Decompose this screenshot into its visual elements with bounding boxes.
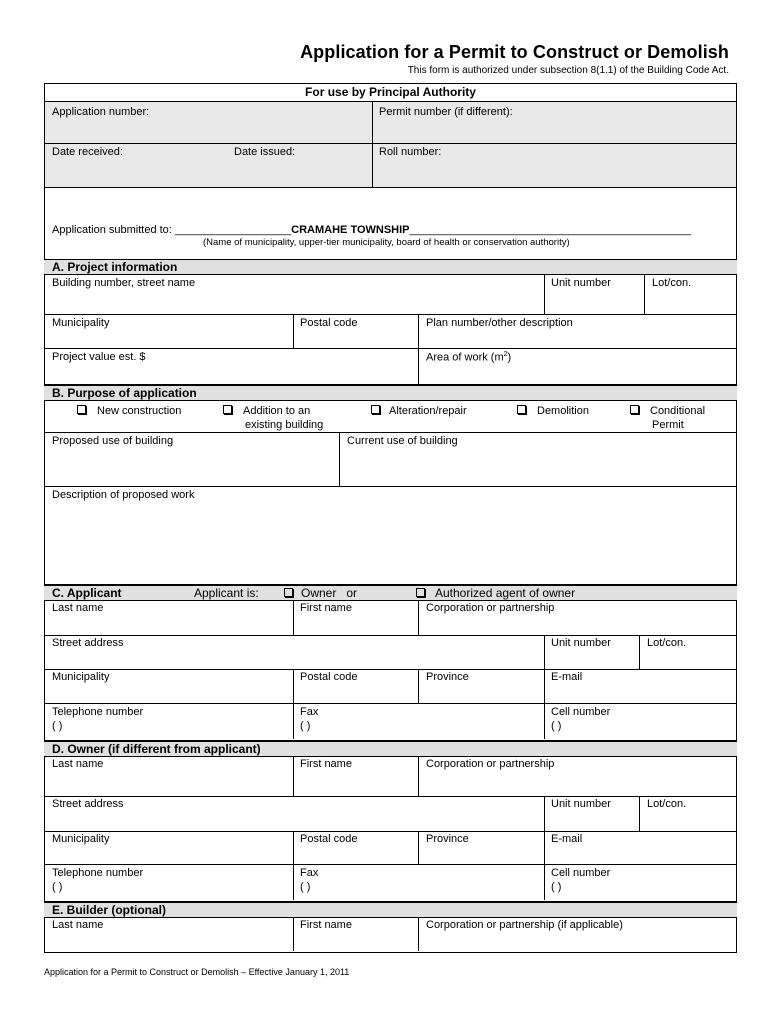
checkbox-icon[interactable] bbox=[77, 405, 86, 414]
c-last-name-label[interactable]: Last name bbox=[52, 602, 104, 614]
d-province-label[interactable]: Province bbox=[426, 833, 469, 845]
c-postal-code-label[interactable]: Postal code bbox=[300, 671, 358, 683]
d-first-name-label[interactable]: First name bbox=[300, 758, 352, 770]
e-corporation-label[interactable]: Corporation or partnership (if applicable) bbox=[426, 919, 623, 931]
section-e-header bbox=[44, 902, 737, 918]
project-value-label[interactable]: Project value est. $ bbox=[52, 351, 146, 363]
c-fax-label[interactable]: Fax ( ) bbox=[300, 706, 319, 732]
authority-heading: For use by Principal Authority bbox=[305, 85, 476, 99]
submitted-to-blank-before[interactable]: ___________________ bbox=[174, 224, 292, 236]
permit-number-label: Permit number (if different): bbox=[379, 106, 513, 118]
d-last-name-label[interactable]: Last name bbox=[52, 758, 104, 770]
option-new-construction[interactable]: New construction bbox=[77, 404, 181, 418]
section-c-title: C. Applicant bbox=[52, 586, 122, 600]
section-b-body bbox=[44, 400, 737, 585]
checkbox-icon[interactable] bbox=[517, 405, 526, 414]
d-municipality-label[interactable]: Municipality bbox=[52, 833, 110, 845]
c-province-label[interactable]: Province bbox=[426, 671, 469, 683]
section-e-body bbox=[44, 917, 737, 953]
c-lot-con-label[interactable]: Lot/con. bbox=[647, 637, 687, 649]
submitted-to-blank-after[interactable]: ______________________________________________ bbox=[409, 224, 691, 236]
form-subtitle: This form is authorized under subsection 8(1.1) of the Building Code Act. bbox=[407, 65, 729, 76]
page-footer: Application for a Permit to Construct or Demolish – Effective January 1, 2011 bbox=[44, 967, 350, 977]
section-d-header bbox=[44, 741, 737, 757]
applicant-is-label: Applicant is: bbox=[194, 586, 259, 600]
applicant-agent-option[interactable]: Authorized agent of owner bbox=[416, 586, 575, 600]
a-municipality-label[interactable]: Municipality bbox=[52, 317, 110, 329]
authority-block bbox=[44, 83, 737, 188]
applicant-owner-option[interactable]: Owner or bbox=[284, 586, 357, 600]
section-b-title: B. Purpose of application bbox=[52, 386, 197, 400]
area-of-work-label[interactable]: Area of work $(m^2)$ bbox=[426, 351, 512, 364]
d-postal-code-label[interactable]: Postal code bbox=[300, 833, 358, 845]
checkbox-icon[interactable] bbox=[416, 588, 425, 597]
section-d-body bbox=[44, 756, 737, 902]
a-postal-code-label[interactable]: Postal code bbox=[300, 317, 358, 329]
form-title: Application for a Permit to Construct or Demolish bbox=[300, 42, 729, 62]
plan-number-label[interactable]: Plan number/other description bbox=[426, 317, 573, 329]
c-corporation-label[interactable]: Corporation or partnership bbox=[426, 602, 555, 614]
c-cell-label[interactable]: Cell number ( ) bbox=[551, 706, 611, 732]
section-e-title: E. Builder (optional) bbox=[52, 903, 166, 917]
checkbox-icon[interactable] bbox=[223, 405, 232, 414]
section-a-title: A. Project information bbox=[52, 260, 178, 274]
c-municipality-label[interactable]: Municipality bbox=[52, 671, 110, 683]
section-b-header bbox=[44, 385, 737, 401]
option-addition[interactable]: Addition to an existing building bbox=[223, 404, 323, 432]
d-fax-label[interactable]: Fax ( ) bbox=[300, 867, 319, 893]
checkbox-icon[interactable] bbox=[284, 588, 293, 597]
checkbox-icon[interactable] bbox=[630, 405, 639, 414]
section-c-body bbox=[44, 600, 737, 741]
roll-number-label: Roll number: bbox=[379, 146, 442, 158]
section-a-header bbox=[44, 259, 737, 275]
d-street-address-label[interactable]: Street address bbox=[52, 798, 124, 810]
description-label[interactable]: Description of proposed work bbox=[52, 489, 195, 501]
d-lot-con-label[interactable]: Lot/con. bbox=[647, 798, 687, 810]
option-demolition[interactable]: Demolition bbox=[517, 404, 589, 418]
section-d-title: D. Owner (if different from applicant) bbox=[52, 742, 261, 756]
checkbox-icon[interactable] bbox=[371, 405, 380, 414]
building-street-label[interactable]: Building number, street name bbox=[52, 277, 196, 289]
date-received-label: Date received: bbox=[52, 146, 123, 158]
current-use-label[interactable]: Current use of building bbox=[347, 435, 458, 447]
submitted-to-note: (Name of municipality, upper-tier municipality, board of health or conservation authority) bbox=[203, 237, 570, 248]
section-a-body bbox=[44, 274, 737, 385]
section-c-header bbox=[44, 585, 737, 601]
submitted-to-value[interactable]: CRAMAHE TOWNSHIP bbox=[291, 224, 410, 236]
d-telephone-label[interactable]: Telephone number ( ) bbox=[52, 867, 144, 893]
proposed-use-label[interactable]: Proposed use of building bbox=[52, 435, 174, 447]
option-alteration[interactable]: Alteration/repair bbox=[371, 404, 467, 418]
authority-heading-bar bbox=[45, 84, 736, 102]
submitted-to-line bbox=[52, 224, 691, 236]
a-unit-number-label[interactable]: Unit number bbox=[551, 277, 611, 289]
e-first-name-label[interactable]: First name bbox=[300, 919, 352, 931]
c-unit-number-label[interactable]: Unit number bbox=[551, 637, 611, 649]
d-cell-label[interactable]: Cell number ( ) bbox=[551, 867, 611, 893]
submitted-to-block bbox=[44, 187, 737, 260]
application-number-label: Application number: bbox=[52, 106, 150, 118]
submitted-to-label: Application submitted to: bbox=[52, 224, 172, 236]
d-corporation-label[interactable]: Corporation or partnership bbox=[426, 758, 555, 770]
a-lot-con-label[interactable]: Lot/con. bbox=[652, 277, 692, 289]
option-conditional-permit[interactable]: Conditional Permit bbox=[630, 404, 705, 432]
c-telephone-label[interactable]: Telephone number ( ) bbox=[52, 706, 144, 732]
c-first-name-label[interactable]: First name bbox=[300, 602, 352, 614]
d-unit-number-label[interactable]: Unit number bbox=[551, 798, 611, 810]
e-last-name-label[interactable]: Last name bbox=[52, 919, 104, 931]
d-email-label[interactable]: E-mail bbox=[551, 833, 583, 845]
c-email-label[interactable]: E-mail bbox=[551, 671, 583, 683]
c-street-address-label[interactable]: Street address bbox=[52, 637, 124, 649]
date-issued-label: Date issued: bbox=[234, 146, 296, 158]
